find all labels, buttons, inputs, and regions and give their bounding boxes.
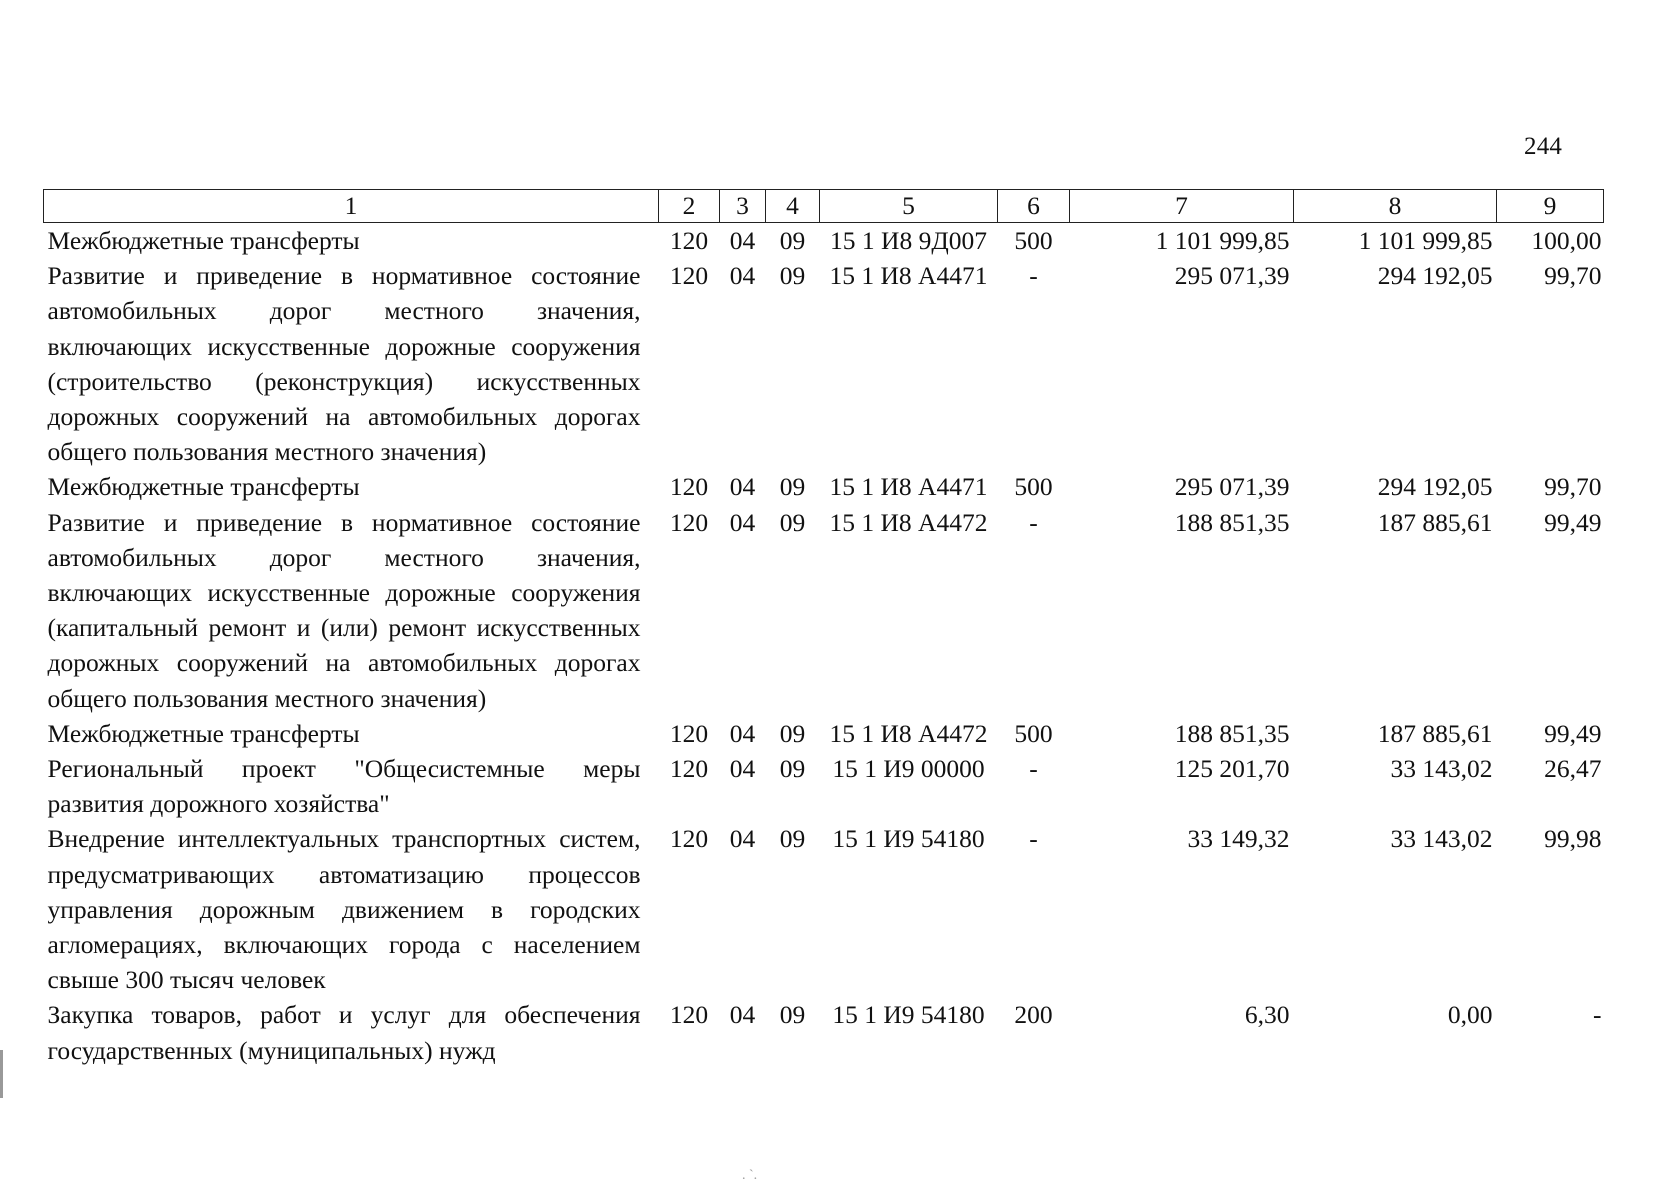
section-code-cell: 04: [729, 718, 756, 748]
scan-speck: . `.: [742, 1168, 758, 1183]
target-item-code-cell: 15 1 И8 А4471: [829, 472, 988, 502]
page-number: 244: [1524, 133, 1563, 160]
subsection-code-cell: 09: [779, 1000, 806, 1030]
row-description: Региональный проект "Общесистемные меры развития дорожного хозяйства": [47, 754, 641, 819]
subsection-code-cell: 09: [779, 718, 806, 748]
planned-amount-cell: 295 071,39: [1174, 472, 1290, 502]
row-description: Развитие и приведение в нормативное состояние автомобильных дорог местного значения, включающих искусственные дорожные сооружения (строительство (реконструкция) искусственных дорожных сооружений на автомобильных дорогах общего пользования местного значения): [47, 261, 641, 467]
budget-execution-table: [43, 189, 1604, 1068]
executed-amount-cell: 294 192,05: [1377, 472, 1493, 502]
row-description: Развитие и приведение в нормативное состояние автомобильных дорог местного значения, включающих искусственные дорожные сооружения (капитальный ремонт и (или) ремонт искусственных дорожных сооружений на автомобильных дорогах общего пользования местного значения): [47, 507, 641, 713]
header-cell-1: 1: [44, 190, 659, 223]
column-number-header-row: [44, 190, 1604, 223]
ministry-code-cell: 120: [669, 226, 709, 255]
executed-amount-cell: 1 101 999,85: [1358, 226, 1493, 255]
row-description: Внедрение интеллектуальных транспортных систем, предусматривающих автоматизацию процессов управления дорожным движением в городских агломерациях, включающих города с населением свыше 300 тысяч человек: [47, 824, 641, 995]
expense-type-code-cell: 200: [1014, 1000, 1053, 1030]
header-cell-7: 7: [1070, 190, 1294, 223]
execution-percent-cell: 99,70: [1544, 261, 1602, 291]
section-code-cell: 04: [729, 1000, 756, 1030]
expense-type-code-cell: -: [1029, 754, 1038, 784]
target-item-code-cell: 15 1 И8 А4472: [829, 718, 988, 748]
execution-percent-cell: 99,70: [1544, 472, 1602, 502]
ministry-code-cell: 120: [669, 754, 709, 784]
table-row: [44, 997, 1604, 1067]
header-cell-5: 5: [820, 190, 998, 223]
expense-type-code-cell: 500: [1014, 226, 1053, 255]
executed-amount-cell: 33 143,02: [1390, 824, 1493, 854]
ministry-code-cell: 120: [669, 472, 709, 502]
table-row: [44, 716, 1604, 751]
table-row: [44, 751, 1604, 821]
execution-percent-cell: -: [1593, 1000, 1602, 1030]
planned-amount-cell: 188 851,35: [1174, 718, 1290, 748]
subsection-code-cell: 09: [779, 824, 806, 854]
header-cell-2: 2: [659, 190, 720, 223]
target-item-code-cell: 15 1 И8 9Д007: [830, 226, 987, 255]
header-cell-4: 4: [766, 190, 820, 223]
table-row: [44, 223, 1604, 259]
section-code-cell: 04: [729, 472, 756, 502]
execution-percent-cell: 99,98: [1544, 824, 1602, 854]
execution-percent-cell: 99,49: [1544, 718, 1602, 748]
header-cell-8: 8: [1294, 190, 1497, 223]
section-code-cell: 04: [729, 261, 756, 291]
execution-percent-cell: 26,47: [1544, 754, 1602, 784]
executed-amount-cell: 187 885,61: [1377, 507, 1493, 537]
executed-amount-cell: 294 192,05: [1377, 261, 1493, 291]
planned-amount-cell: 6,30: [1244, 1000, 1290, 1030]
row-description: Межбюджетные трансферты: [47, 718, 360, 748]
ministry-code-cell: 120: [669, 261, 709, 291]
subsection-code-cell: 09: [779, 261, 806, 291]
execution-percent-cell: 99,49: [1544, 507, 1602, 537]
ministry-code-cell: 120: [669, 507, 709, 537]
planned-amount-cell: 125 201,70: [1174, 754, 1290, 784]
section-code-cell: 04: [729, 507, 756, 537]
row-description: Межбюджетные трансферты: [47, 226, 360, 255]
header-cell-9: 9: [1497, 190, 1604, 223]
table-row: [44, 258, 1604, 469]
expense-type-code-cell: -: [1029, 824, 1038, 854]
table-row: [44, 821, 1604, 997]
section-code-cell: 04: [729, 754, 756, 784]
expense-type-code-cell: 500: [1014, 718, 1053, 748]
header-cell-6: 6: [998, 190, 1070, 223]
target-item-code-cell: 15 1 И8 А4472: [829, 507, 988, 537]
header-cell-3: 3: [720, 190, 766, 223]
table-row: [44, 469, 1604, 504]
planned-amount-cell: 1 101 999,85: [1155, 226, 1290, 255]
section-code-cell: 04: [729, 824, 756, 854]
expense-type-code-cell: -: [1029, 261, 1038, 291]
expense-type-code-cell: -: [1029, 507, 1038, 537]
executed-amount-cell: 33 143,02: [1390, 754, 1493, 784]
subsection-code-cell: 09: [779, 507, 806, 537]
executed-amount-cell: 0,00: [1447, 1000, 1493, 1030]
expense-type-code-cell: 500: [1014, 472, 1053, 502]
target-item-code-cell: 15 1 И9 54180: [832, 824, 985, 854]
ministry-code-cell: 120: [669, 1000, 709, 1030]
target-item-code-cell: 15 1 И9 54180: [832, 1000, 985, 1030]
execution-percent-cell: 100,00: [1531, 226, 1602, 255]
subsection-code-cell: 09: [779, 226, 806, 255]
planned-amount-cell: 33 149,32: [1187, 824, 1290, 854]
executed-amount-cell: 187 885,61: [1377, 718, 1493, 748]
table-body: [44, 223, 1604, 1068]
row-description: Межбюджетные трансферты: [47, 472, 360, 502]
planned-amount-cell: 188 851,35: [1174, 507, 1290, 537]
target-item-code-cell: 15 1 И8 А4471: [829, 261, 988, 291]
row-description: Закупка товаров, работ и услуг для обеспечения государственных (муниципальных) нужд: [47, 1000, 641, 1065]
table-row: [44, 505, 1604, 716]
ministry-code-cell: 120: [669, 824, 709, 854]
scan-margin-mark: [0, 1050, 3, 1098]
subsection-code-cell: 09: [779, 754, 806, 784]
ministry-code-cell: 120: [669, 718, 709, 748]
section-code-cell: 04: [729, 226, 756, 255]
target-item-code-cell: 15 1 И9 00000: [832, 754, 985, 784]
planned-amount-cell: 295 071,39: [1174, 261, 1290, 291]
subsection-code-cell: 09: [779, 472, 806, 502]
